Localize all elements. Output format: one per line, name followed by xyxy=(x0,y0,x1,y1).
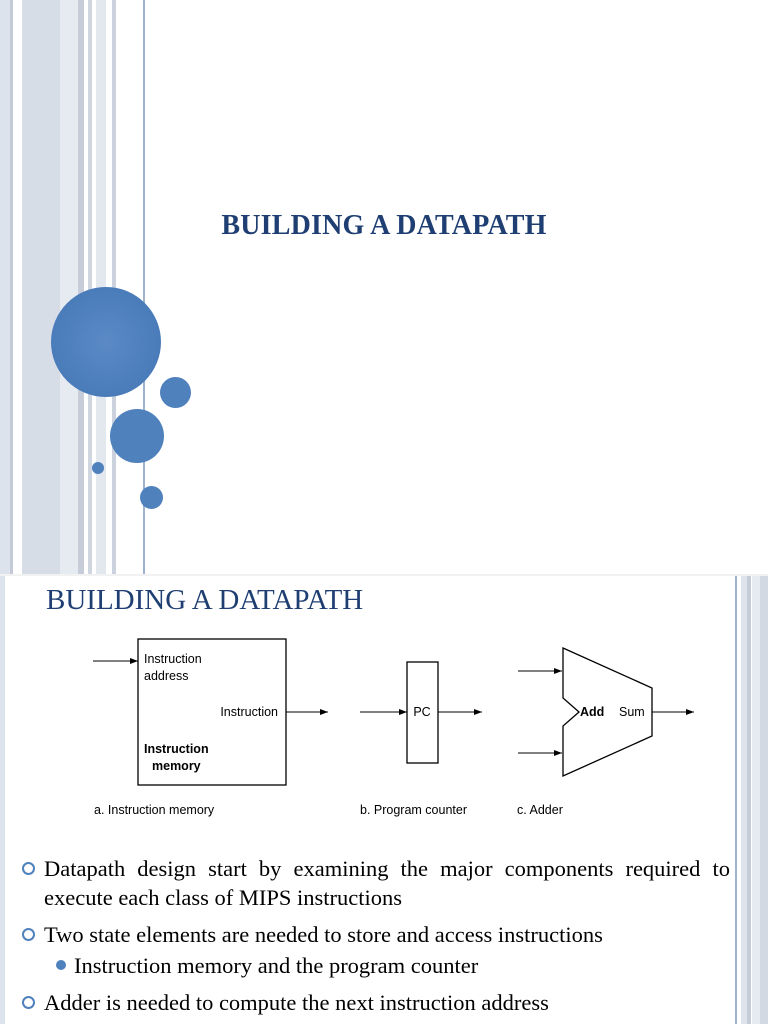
side-stripe xyxy=(760,576,768,1024)
decorative-circle xyxy=(140,486,163,509)
adder-caption: c. Adder xyxy=(517,803,563,817)
instruction-output-label: Instruction xyxy=(220,705,278,719)
adder-label: Add xyxy=(580,705,605,719)
decorative-circle xyxy=(51,287,161,397)
bullet-text: Two state elements are needed to store and access instructions xyxy=(44,922,603,947)
slide-title: BUILDING A DATAPATH xyxy=(221,210,547,241)
instruction-memory-block xyxy=(93,639,328,817)
bullet-text: Adder is needed to compute the next instruction address xyxy=(44,990,549,1015)
list-item xyxy=(20,920,730,949)
side-stripe xyxy=(22,0,60,576)
program-counter-block xyxy=(360,662,482,817)
content-slide xyxy=(0,576,768,1024)
list-item xyxy=(20,988,730,1017)
bullet-list xyxy=(20,854,730,1024)
adder-block xyxy=(517,648,694,817)
side-stripe xyxy=(10,0,13,576)
decorative-circle xyxy=(160,377,191,408)
sub-bullet-text: Instruction memory and the program counter xyxy=(74,953,479,978)
side-stripe xyxy=(752,576,760,1024)
bullet-ring-icon xyxy=(22,996,35,1009)
memory-name-1: Instruction xyxy=(144,742,209,756)
memory-name-2: memory xyxy=(152,759,201,773)
adder-sum-label: Sum xyxy=(619,705,645,719)
sub-list-item xyxy=(20,951,730,980)
pc-caption: b. Program counter xyxy=(360,803,467,817)
address-label-2: address xyxy=(144,669,189,683)
side-stripe xyxy=(735,576,737,1024)
side-stripe xyxy=(747,576,751,1024)
bullet-dot-icon xyxy=(56,960,66,970)
side-stripe xyxy=(0,0,10,576)
list-item xyxy=(20,854,730,912)
side-stripe xyxy=(78,0,84,576)
side-stripe xyxy=(0,576,5,1024)
datapath-diagram xyxy=(70,632,710,832)
decorative-circle xyxy=(92,462,104,474)
bullet-text: Datapath design start by examining the major components required to execute each class of MIPS instructions xyxy=(44,856,730,910)
side-stripe xyxy=(60,0,78,576)
address-label-1: Instruction xyxy=(144,652,202,666)
instruction-memory-caption: a. Instruction memory xyxy=(94,803,215,817)
decorative-circle xyxy=(110,409,164,463)
pc-label: PC xyxy=(413,705,431,719)
bullet-ring-icon xyxy=(22,928,35,941)
bullet-ring-icon xyxy=(22,862,35,875)
slide-title: BUILDING A DATAPATH xyxy=(46,584,364,616)
